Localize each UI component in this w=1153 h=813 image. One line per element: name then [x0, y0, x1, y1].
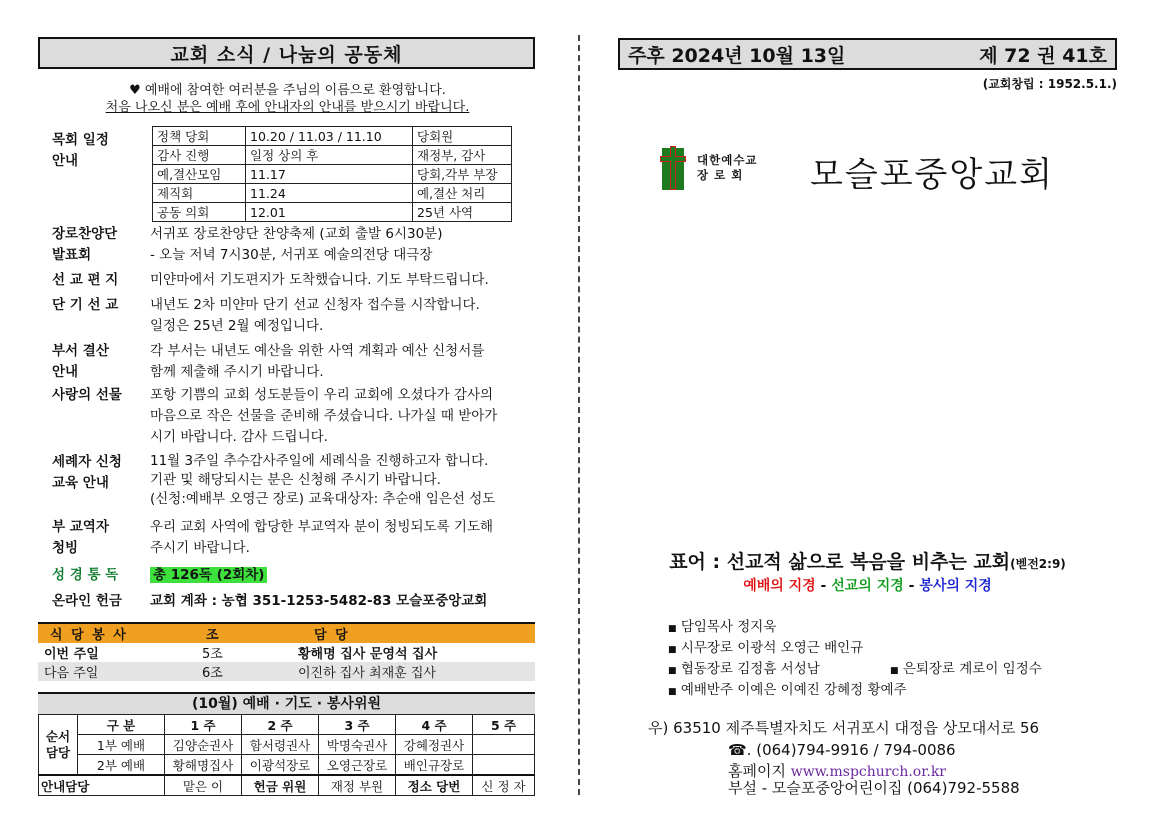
table-cell: 감사 진행 — [153, 146, 246, 165]
table-cell: 다음 주일 — [44, 666, 99, 681]
table-cell: 당회원 — [413, 127, 512, 146]
established-date: (교회창립 : 1952.5.1.) — [982, 77, 1117, 91]
homepage-label: 홈페이지 — [728, 762, 786, 780]
denomination-label — [697, 153, 758, 183]
table-cell: 안내담당 — [39, 775, 165, 796]
table-cell: 일정 상의 후 — [246, 146, 413, 165]
staff-text-1: 담임목사 정지욱 — [680, 619, 777, 635]
bullet-icon: ■ — [668, 687, 677, 697]
assoc-label-1: 부 교역자 — [52, 519, 109, 535]
gift-text — [150, 385, 530, 448]
bible-text-wrap — [150, 565, 530, 586]
mission-letter-text: 미얀마에서 기도편지가 도착했습니다. 기도 부탁드립니다. — [150, 272, 489, 288]
table-cell: 이번 주일 — [44, 647, 99, 662]
table-cell: 정책 당회 — [153, 127, 246, 146]
assoc-label — [52, 517, 109, 559]
assoc-text-2: 주시기 바랍니다. — [150, 540, 250, 556]
short-mission-label: 단 기 선 교 — [52, 297, 119, 313]
table-row — [153, 146, 512, 165]
short-mission-text-1: 내년도 2차 미얀마 단기 선교 신청자 접수를 시작합니다. — [150, 297, 480, 313]
welcome-text-1: 예배에 참여한 여러분을 주님의 이름으로 환영합니다. — [144, 83, 446, 98]
baptism-label-1: 세례자 신청 — [52, 454, 122, 470]
duty-label: 담당 — [45, 744, 71, 760]
schedule-table — [152, 126, 512, 222]
gift-text-1: 포항 기쁨의 교회 성도분들이 우리 교회에 오셨다가 감사의 — [150, 387, 494, 403]
meal-table — [38, 622, 535, 681]
address: 우) 63510 제주특별자치도 서귀포시 대정읍 상모대서로 56 — [648, 719, 1040, 737]
table-header-row — [39, 715, 535, 735]
heart-icon: ♥ — [129, 83, 141, 98]
budget-label-2: 안내 — [52, 364, 79, 380]
table-cell: 재정 부원 — [319, 775, 396, 796]
table-cell: 이진하 집사 최재훈 집사 — [298, 666, 436, 681]
assoc-text-1: 우리 교회 사역에 합당한 부교역자 분이 청빙되도록 기도해 — [150, 519, 494, 535]
motto-text: 표어 : 선교적 삶으로 복음을 비추는 교회 — [669, 551, 1011, 573]
table-cell: 11.17 — [246, 165, 413, 184]
table-header: 4 주 — [396, 715, 473, 735]
table-cell: 정소 당번 — [396, 775, 473, 796]
table-cell: 11.24 — [246, 184, 413, 203]
staff-line-2 — [668, 638, 863, 661]
table-header-row — [38, 623, 535, 643]
worship-table — [38, 714, 535, 796]
staff-line-4 — [668, 680, 907, 703]
table-row — [38, 643, 535, 662]
bulletin-date: 주후 2024년 10월 13일 — [628, 44, 846, 67]
bible-text: 총 126독 (2회차) — [150, 567, 267, 583]
table-cell: 박명숙권사 — [319, 735, 396, 755]
choir-label-1: 장로찬양단 — [52, 226, 118, 242]
staff-text-3b: 은퇴장로 계로이 임정수 — [902, 661, 1042, 677]
table-cell: 10.20 / 11.03 / 11.10 — [246, 127, 413, 146]
assoc-text — [150, 517, 530, 559]
order-label: 순서 — [45, 728, 71, 744]
table-cell: 맡은 이 — [165, 775, 242, 796]
bullet-icon: ■ — [668, 666, 677, 676]
bullet-icon: ■ — [668, 645, 677, 655]
worship-title: (10월) 예배 · 기도 · 봉사위원 — [38, 692, 535, 714]
gift-text-3: 시기 바랍니다. 감사 드립니다. — [150, 429, 328, 445]
motto-worship: 예배의 지경 — [743, 578, 816, 594]
staff-line-3 — [668, 659, 820, 682]
table-cell: 함서령권사 — [242, 735, 319, 755]
table-cell: 예,결산 처리 — [413, 184, 512, 203]
table-cell: 6조 — [202, 666, 223, 681]
issue-number: 제 72 권 41호 — [979, 44, 1107, 67]
table-cell: 제직회 — [153, 184, 246, 203]
baptism-text — [150, 452, 530, 509]
table-cell — [473, 735, 535, 755]
short-mission-text-2: 일정은 25년 2월 예정입니다. — [150, 318, 324, 334]
table-cell: 5조 — [202, 647, 223, 662]
motto-separator: - — [903, 578, 920, 594]
bullet-icon: ■ — [890, 666, 899, 676]
choir-text-2: - 오늘 저녁 7시30분, 서귀포 예술의전당 대극장 — [150, 247, 433, 263]
table-cell: 공동 의회 — [153, 203, 246, 222]
table-row — [153, 127, 512, 146]
table-cell: 1부 예배 — [78, 735, 165, 755]
phone: ☎. (064)794-9916 / 794-0086 — [728, 741, 956, 759]
order-duty-cell — [39, 715, 78, 776]
staff-line-1 — [668, 617, 776, 640]
staff-text-3: 협동장로 김정흠 서성남 — [680, 661, 820, 677]
motto-separator: - — [815, 578, 832, 594]
bible-label: 성 경 통 독 — [52, 567, 119, 583]
table-cell: 25년 사역 — [413, 203, 512, 222]
column-divider — [578, 35, 580, 795]
mission-letter-label: 선 교 편 지 — [52, 272, 119, 288]
table-cell: 이광석장로 — [242, 755, 319, 776]
section-title: 교회 소식 / 나눔의 공동체 — [38, 37, 535, 69]
denomination-line-1: 대한예수교 — [697, 153, 758, 167]
table-cell: 당회,각부 부장 — [413, 165, 512, 184]
gift-label: 사랑의 선물 — [52, 387, 122, 403]
schedule-label-1: 목회 일정 — [52, 132, 109, 148]
table-cell: 황해명집사 — [165, 755, 242, 776]
table-header: 구 분 — [78, 715, 165, 735]
welcome-line-2 — [40, 96, 535, 115]
budget-text — [150, 341, 530, 383]
assoc-label-2: 청빙 — [52, 540, 79, 556]
gift-text-2: 마음으로 작은 선물을 준비해 주셨습니다. 나가실 때 받아가 — [150, 408, 498, 424]
motto-mission: 선교의 지경 — [831, 578, 904, 594]
welcome-text-2: 처음 나오신 분은 예배 후에 안내자의 안내를 받으시기 바랍니다. — [105, 100, 470, 115]
baptism-text-2: 기관 및 해당되시는 분은 신청해 주시기 바랍니다. — [150, 472, 441, 488]
church-name: 모슬포중앙교회 — [810, 155, 1054, 195]
table-row — [38, 662, 535, 681]
baptism-text-3: (신청:예배부 오영근 장로) 교육대상자: 추순애 임은선 성도 — [150, 491, 496, 507]
table-cell: 강혜정권사 — [396, 735, 473, 755]
table-row — [153, 165, 512, 184]
table-header: 1 주 — [165, 715, 242, 735]
choir-text-1: 서귀포 장로찬양단 찬양축제 (교회 출발 6시30분) — [150, 226, 443, 242]
table-cell: 배인규장로 — [396, 755, 473, 776]
table-cell: 12.01 — [246, 203, 413, 222]
schedule-label — [52, 130, 109, 172]
table-header: 조 — [186, 623, 292, 643]
denomination-line-2: 장 로 회 — [697, 168, 744, 182]
table-header: 2 주 — [242, 715, 319, 735]
baptism-label-2: 교육 안내 — [52, 475, 109, 491]
staff-text-2: 시무장로 이광석 오영근 배인규 — [680, 640, 864, 656]
budget-label — [52, 341, 109, 383]
table-header: 담 당 — [292, 623, 535, 643]
motto — [618, 547, 1117, 574]
table-cell: 2부 예배 — [78, 755, 165, 776]
table-row — [39, 735, 535, 755]
homepage-link[interactable]: www.mspchurch.or.kr — [790, 764, 946, 780]
table-cell: 헌금 위원 — [242, 775, 319, 796]
choir-text — [150, 224, 530, 266]
table-cell: 오영근장로 — [319, 755, 396, 776]
budget-label-1: 부서 결산 — [52, 343, 109, 359]
table-cell: 김양순권사 — [165, 735, 242, 755]
staff-text-4: 예배반주 이예은 이예진 강혜정 황예주 — [680, 682, 907, 698]
table-header: 5 주 — [473, 715, 535, 735]
date-header — [618, 38, 1117, 70]
nursery: 부설 - 모슬포중앙어린이집 (064)792-5588 — [728, 779, 1020, 797]
table-header: 3 주 — [319, 715, 396, 735]
table-row — [153, 203, 512, 222]
bullet-icon: ■ — [668, 624, 677, 634]
online-label: 온라인 헌금 — [52, 593, 122, 609]
choir-label — [52, 224, 117, 266]
table-cell: 재정부, 감사 — [413, 146, 512, 165]
table-row — [39, 755, 535, 776]
budget-text-2: 함께 제출해 주시기 바랍니다. — [150, 364, 324, 380]
table-cell: 황해명 집사 문영석 집사 — [298, 647, 438, 662]
baptism-label — [52, 452, 122, 494]
table-header: 식 당 봉 사 — [38, 623, 186, 643]
table-row — [39, 775, 535, 796]
choir-label-2: 발표회 — [52, 247, 92, 263]
online-text: 교회 계좌 : 농협 351-1253-5482-83 모슬포중앙교회 — [150, 593, 488, 609]
table-cell: 예,결산모임 — [153, 165, 246, 184]
motto-reference: (벧전2:9) — [1010, 557, 1066, 571]
baptism-text-1: 11월 3주일 추수감사주일에 세례식을 진행하고자 합니다. — [150, 453, 489, 469]
table-cell — [473, 755, 535, 776]
cross-logo-icon — [658, 144, 688, 192]
table-row — [153, 184, 512, 203]
staff-line-3b — [890, 659, 1042, 682]
motto-service: 봉사의 지경 — [919, 578, 992, 594]
budget-text-1: 각 부서는 내년도 예산을 위한 사역 계획과 예산 신청서를 — [150, 343, 485, 359]
schedule-label-2: 안내 — [52, 153, 79, 169]
table-cell: 신 정 자 — [473, 775, 535, 796]
motto-subtitle — [618, 575, 1117, 595]
short-mission-text — [150, 295, 530, 337]
